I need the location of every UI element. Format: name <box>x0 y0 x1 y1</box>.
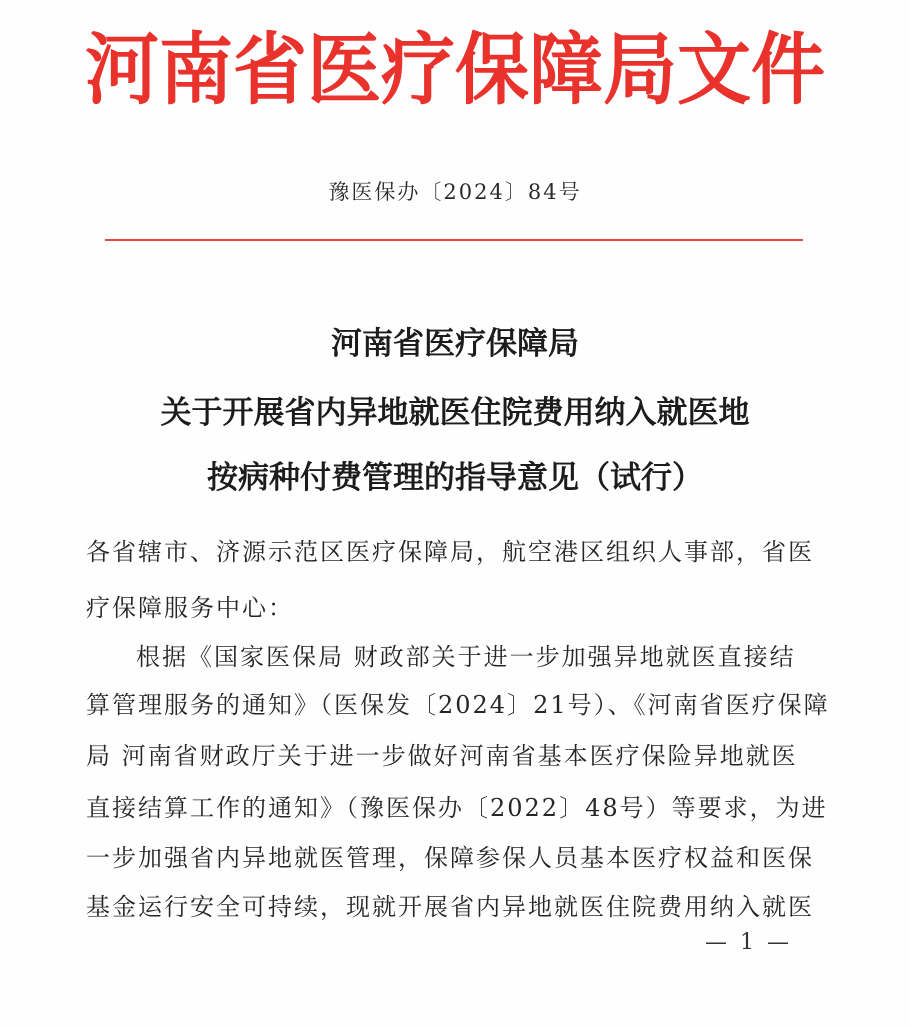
masthead-title: 河南省医疗保障局文件 <box>85 24 825 116</box>
body-line-2: 疗保障服务中心： <box>86 594 294 622</box>
document-title-line-2: 关于开展省内异地就医住院费用纳入就医地 <box>160 395 750 431</box>
body-line-8: 基金运行安全可持续，现就开展省内异地就医住院费用纳入就医 <box>86 893 814 921</box>
document-title-line-1: 河南省医疗保障局 <box>331 326 579 362</box>
body-line-4: 算管理服务的通知》（医保发〔2024〕21号）、《河南省医疗保障 <box>86 691 830 719</box>
body-line-1: 各省辖市、济源示范区医疗保障局，航空港区组织人事部，省医 <box>86 538 814 566</box>
body-line-5: 局 河南省财政厅关于进一步做好河南省基本医疗保险异地就医 <box>86 742 798 770</box>
document-title-line-3: 按病种付费管理的指导意见（试行） <box>207 460 703 496</box>
page-number: — 1 — <box>705 930 792 955</box>
document-number: 豫医保办〔2024〕84号 <box>328 180 582 204</box>
body-line-6: 直接结算工作的通知》（豫医保办〔2022〕48号）等要求，为进 <box>86 794 828 822</box>
body-line-7: 一步加强省内异地就医管理，保障参保人员基本医疗权益和医保 <box>86 844 814 872</box>
body-line-3: 根据《国家医保局 财政部关于进一步加强异地就医直接结 <box>136 643 796 671</box>
red-separator-rule <box>105 239 803 241</box>
